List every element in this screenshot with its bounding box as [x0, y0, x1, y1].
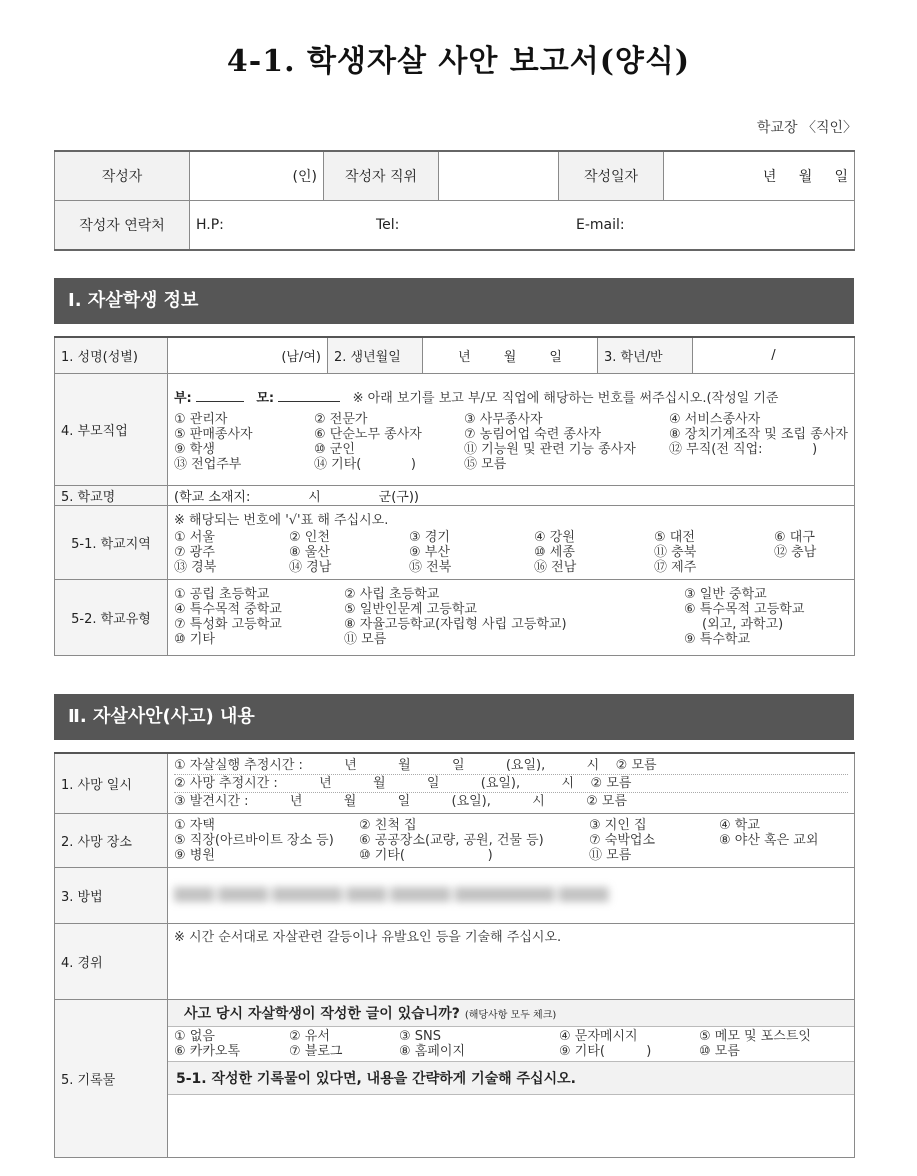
parent-job-label: 4. 부모직업	[55, 373, 168, 485]
region-option[interactable]: ④ 강원	[534, 530, 575, 545]
job-option: ⑤ 판매종사자	[174, 426, 253, 442]
name-label: 1. 성명(성별)	[55, 337, 168, 373]
school-type-option[interactable]: ① 공립 초등학교	[174, 587, 270, 602]
school-type-note: (외고, 과학고)	[702, 617, 784, 632]
region-option[interactable]: ⑮ 전북	[409, 560, 452, 575]
school-type-label: 5-2. 학교유형	[55, 579, 168, 655]
school-type-option[interactable]: ③ 일반 중학교	[684, 587, 767, 602]
place-option[interactable]: ③ 지인 집	[589, 817, 647, 833]
region-note: ※ 해당되는 번호에 '√'표 해 주십시오.	[174, 513, 389, 528]
place-options	[174, 818, 848, 863]
region-option[interactable]: ⑥ 대구	[774, 530, 815, 545]
parent-job-cell	[168, 373, 855, 485]
parent-note: ※ 아래 보기를 보고 부/모 직업에 해당하는 번호를 써주십시오.(작성일 기준	[352, 390, 779, 406]
job-option: ⑫ 무직(전 직업: )	[669, 441, 818, 457]
father-label: 부:	[174, 390, 192, 406]
record-option[interactable]: ⑦ 블로그	[289, 1043, 343, 1059]
record-option[interactable]: ⑧ 홈페이지	[399, 1043, 466, 1059]
record-subquestion: 5-1. 작성한 기록물이 있다면, 내용을 간략하게 기술해 주십시오.	[168, 1062, 854, 1095]
contact-field[interactable]	[190, 201, 855, 251]
region-option[interactable]: ⑦ 광주	[174, 545, 215, 560]
record-label: 5. 기록물	[55, 999, 168, 1157]
father-input[interactable]	[196, 401, 244, 402]
record-option[interactable]: ⑤ 메모 및 포스트잇	[699, 1028, 811, 1044]
school-type-option[interactable]: ⑤ 일반인문계 고등학교	[344, 602, 477, 617]
record-question-hint: (해당사항 모두 체크)	[464, 1009, 557, 1021]
position-label: 작성자 직위	[324, 151, 439, 201]
record-description-field[interactable]	[168, 1095, 854, 1145]
writer-seal[interactable]: (인)	[190, 151, 324, 201]
school-type-option[interactable]: ⑨ 특수학교	[684, 632, 751, 647]
job-option: ① 관리자	[174, 411, 228, 427]
death-time-cell	[168, 753, 855, 813]
author-table	[54, 150, 855, 251]
job-option: ④ 서비스종사자	[669, 411, 761, 427]
death-time-row[interactable]: ② 사망 추정시간 : 년 월 일 (요일), 시 ② 모름	[174, 775, 848, 793]
method-label: 3. 방법	[55, 867, 168, 923]
region-option[interactable]: ① 서울	[174, 530, 215, 545]
record-option[interactable]: ④ 문자메시지	[559, 1028, 638, 1044]
place-option[interactable]: ⑤ 직장(아르바이트 장소 등)	[174, 832, 334, 848]
record-option[interactable]: ① 없음	[174, 1028, 215, 1044]
grade-field[interactable]: /	[693, 337, 855, 373]
region-option[interactable]: ⑩ 세종	[534, 545, 575, 560]
email-label: E-mail:	[576, 217, 625, 233]
death-time-row[interactable]: ① 자살실행 추정시간 : 년 월 일 (요일), 시 ② 모름	[174, 757, 848, 775]
grade-label: 3. 학년/반	[598, 337, 693, 373]
job-option: ⑬ 전업주부	[174, 456, 242, 472]
job-option: ⑥ 단순노무 종사자	[314, 426, 422, 442]
school-type-cell	[168, 579, 855, 655]
place-option[interactable]: ⑧ 야산 혹은 교외	[719, 832, 819, 848]
school-type-option[interactable]: ⑥ 특수목적 고등학교	[684, 602, 805, 617]
region-option	[774, 560, 848, 575]
school-type-option[interactable]: ⑩ 기타	[174, 632, 215, 647]
record-option[interactable]: ⑩ 모름	[699, 1043, 740, 1059]
place-option[interactable]: ② 친척 집	[359, 817, 417, 833]
region-option[interactable]: ② 인천	[289, 530, 330, 545]
incident-table	[54, 752, 855, 1158]
record-options	[168, 1027, 854, 1062]
hp-label: H.P:	[196, 217, 224, 233]
contact-label: 작성자 연락처	[55, 201, 190, 251]
tel-label: Tel:	[376, 217, 400, 233]
writer-label: 작성자	[55, 151, 190, 201]
record-option[interactable]: ⑥ 카카오톡	[174, 1043, 241, 1059]
record-question	[168, 1000, 854, 1027]
death-place-label: 2. 사망 장소	[55, 813, 168, 867]
region-options	[174, 530, 848, 575]
region-option[interactable]: ⑰ 제주	[654, 560, 697, 575]
school-type-option[interactable]: ⑦ 특성화 고등학교	[174, 617, 282, 632]
name-field[interactable]: (남/여)	[168, 337, 328, 373]
place-option	[719, 848, 848, 863]
date-label: 작성일자	[559, 151, 664, 201]
school-location-field[interactable]: (학교 소재지: 시 군(구))	[168, 485, 855, 505]
school-type-option[interactable]: ⑧ 자율고등학교(자립형 사립 고등학교)	[344, 617, 567, 632]
position-field[interactable]	[439, 151, 559, 201]
region-option[interactable]: ③ 경기	[409, 530, 450, 545]
student-info-table	[54, 336, 855, 656]
record-option[interactable]: ⑨ 기타( )	[559, 1043, 652, 1059]
method-field[interactable]	[168, 867, 855, 923]
place-option[interactable]: ⑦ 숙박업소	[589, 832, 656, 848]
school-name-label: 5. 학교명	[55, 485, 168, 505]
job-option: ⑭ 기타( )	[314, 456, 416, 472]
region-option[interactable]: ⑧ 울산	[289, 545, 330, 560]
birth-field[interactable]: 년 월 일	[423, 337, 598, 373]
birth-label: 2. 생년월일	[328, 337, 423, 373]
region-option[interactable]: ⑨ 부산	[409, 545, 450, 560]
date-field[interactable]: 년 월 일	[664, 151, 855, 201]
record-option[interactable]: ② 유서	[289, 1028, 330, 1044]
job-option	[669, 457, 848, 472]
place-option[interactable]: ④ 학교	[719, 817, 760, 833]
course-label: 4. 경위	[55, 923, 168, 999]
place-option[interactable]: ① 자택	[174, 817, 215, 833]
job-options	[174, 412, 848, 472]
record-option[interactable]: ③ SNS	[399, 1028, 442, 1044]
job-option: ⑮ 모름	[464, 456, 507, 472]
region-option[interactable]: ⑫ 충남	[774, 545, 817, 560]
job-option: ⑦ 농림어업 숙련 종사자	[464, 426, 602, 442]
course-note: ※ 시간 순서대로 자살관련 갈등이나 유발요인 등을 기술해 주십시오.	[174, 929, 562, 945]
section2-header: Ⅱ. 자살사안(사고) 내용	[54, 694, 854, 740]
job-option: ③ 사무종사자	[464, 411, 543, 427]
school-type-option[interactable]: ④ 특수목적 중학교	[174, 602, 282, 617]
place-option[interactable]: ⑪ 모름	[589, 847, 632, 863]
principal-seal-note: 학교장 〈직인〉	[756, 120, 857, 136]
place-option[interactable]: ⑩ 기타( )	[359, 847, 493, 863]
method-redacted: ▒▒▒▒ ▒▒▒▒▒ ▒▒▒▒▒▒▒ ▒▒▒▒ ▒▒▒▒▒▒ ▒▒▒▒▒▒▒▒▒▒ ▒▒▒▒▒	[174, 887, 609, 903]
school-type-options	[174, 587, 848, 647]
region-option[interactable]: ⑬ 경북	[174, 560, 217, 575]
region-option[interactable]: ⑯ 전남	[534, 560, 577, 575]
job-option: ⑪ 기능원 및 관련 기능 종사자	[464, 441, 636, 457]
region-option[interactable]: ⑤ 대전	[654, 530, 695, 545]
course-field[interactable]	[168, 923, 855, 999]
region-option[interactable]: ⑪ 충북	[654, 545, 697, 560]
job-option: ⑨ 학생	[174, 441, 215, 457]
page-title: 4-1. 학생자살 사안 보고서(양식)	[226, 44, 691, 79]
death-time-label: 1. 사망 일시	[55, 753, 168, 813]
job-option: ⑩ 군인	[314, 441, 355, 457]
place-option[interactable]: ⑨ 병원	[174, 847, 215, 863]
school-region-label: 5-1. 학교지역	[55, 505, 168, 579]
school-region-cell	[168, 505, 855, 579]
death-time-row[interactable]: ③ 발견시간 : 년 월 일 (요일), 시 ② 모름	[174, 793, 627, 809]
school-type-option[interactable]: ② 사립 초등학교	[344, 587, 440, 602]
job-option: ② 전문가	[314, 411, 368, 427]
place-option[interactable]: ⑥ 공공장소(교량, 공원, 건물 등)	[359, 832, 544, 848]
mother-label: 모:	[256, 390, 275, 406]
record-question-text: 사고 당시 자살학생이 작성한 글이 있습니까?	[184, 1005, 460, 1022]
region-option[interactable]: ⑭ 경남	[289, 560, 332, 575]
death-place-cell	[168, 813, 855, 867]
section1-header: Ⅰ. 자살학생 정보	[54, 278, 854, 324]
record-cell	[168, 999, 855, 1157]
school-type-option[interactable]: ⑪ 모름	[344, 632, 387, 647]
mother-input[interactable]	[278, 401, 340, 402]
job-option: ⑧ 장치기계조작 및 조립 종사자	[669, 426, 848, 442]
